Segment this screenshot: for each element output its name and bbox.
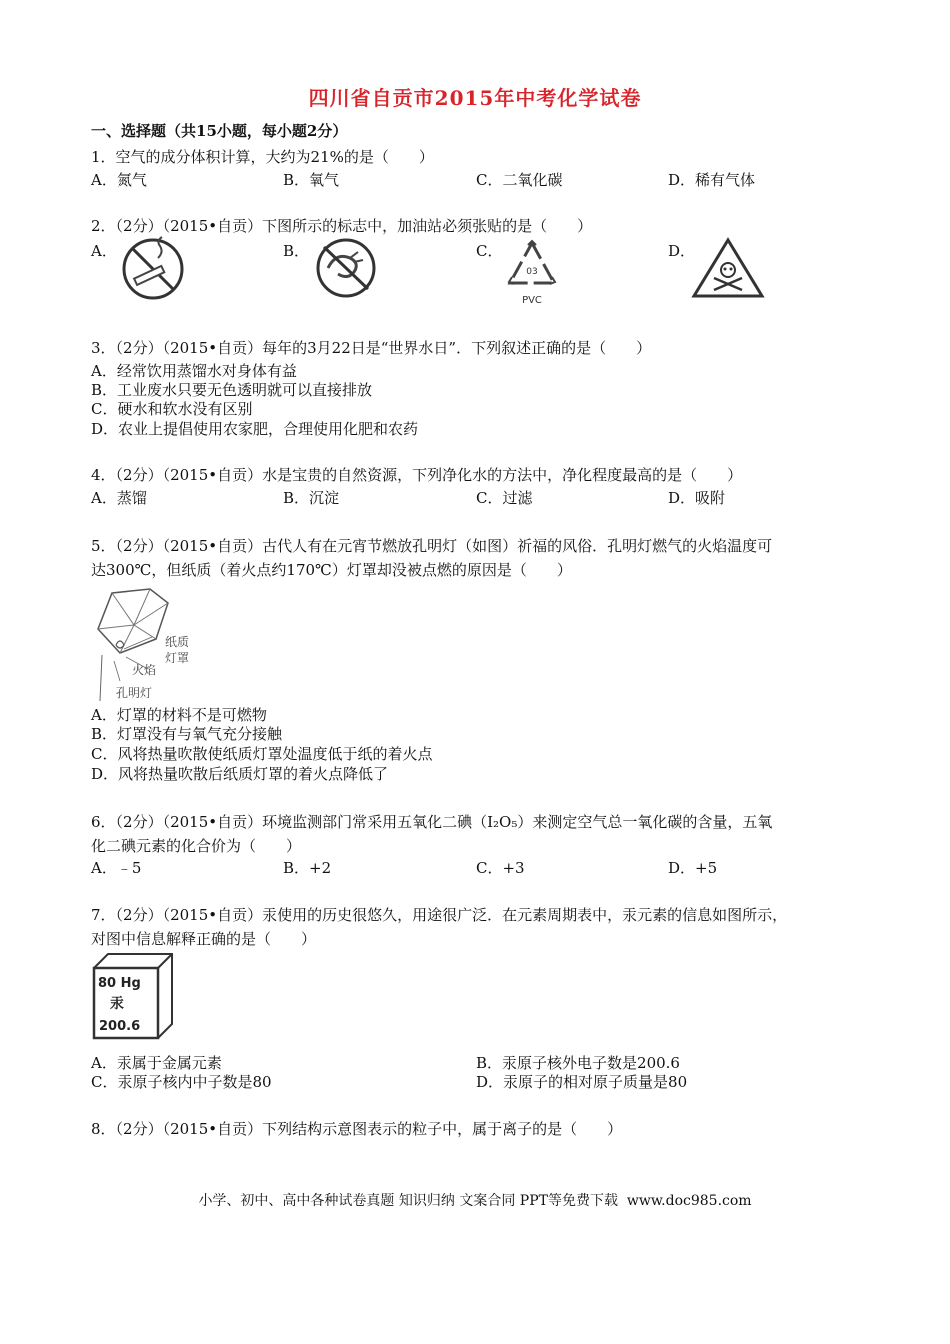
q6-option-a: A．﹣5 xyxy=(91,859,142,877)
q3-option-d: D．农业上提倡使用农家肥，合理使用化肥和农药 xyxy=(91,420,419,438)
q4-option-c: C．过滤 xyxy=(476,489,533,507)
q5-option-a: A．灯罩的材料不是可燃物 xyxy=(91,706,267,724)
q6-option-d: D．+5 xyxy=(668,859,718,877)
q5-fig-label-flame: 火焰 xyxy=(132,663,157,677)
q1-option-c: C．二氧化碳 xyxy=(476,171,563,189)
q6-option-c: C．+3 xyxy=(476,859,525,877)
q6-stem-line1: 6．（2分）（2015•自贡）环境监测部门常采用五氧化二碘（I₂O₅）来测定空气总一氧化碳的含量，五氧 xyxy=(91,813,773,831)
q7-option-d: D．汞原子的相对原子质量是80 xyxy=(476,1073,688,1091)
toxic-skull-sign-icon xyxy=(690,236,766,300)
q5-option-c: C．风将热量吹散使纸质灯罩处温度低于纸的着火点 xyxy=(91,745,433,763)
q1-option-b: B．氧气 xyxy=(283,171,340,189)
q5-option-d: D．风将热量吹散后纸质灯罩的着火点降低了 xyxy=(91,765,389,783)
q2-option-b: B． xyxy=(283,242,310,260)
q1-option-d: D．稀有气体 xyxy=(668,171,756,189)
q3-stem: 3．（2分）（2015•自贡）每年的3月22日是“世界水日”．下列叙述正确的是（ ） xyxy=(91,339,652,357)
footer-text: 小学、初中、高中各种试卷真题 知识归纳 文案合同 PPT等免费下载 xyxy=(198,1193,618,1209)
section-heading: 一、选择题（共15小题，每小题2分） xyxy=(91,122,348,140)
q5-fig-label-shade: 灯罩 xyxy=(165,651,190,665)
q7-option-c: C．汞原子核内中子数是80 xyxy=(91,1073,272,1091)
recycle-pvc-sign-icon xyxy=(502,237,562,313)
q5-option-b: B．灯罩没有与氧气充分接触 xyxy=(91,725,283,743)
q6-stem-line2: 化二碘元素的化合价为（ ） xyxy=(91,837,302,855)
no-smoking-sign-icon xyxy=(118,236,188,302)
q3-option-b: B．工业废水只要无色透明就可以直接排放 xyxy=(91,381,373,399)
q3-option-c: C．硬水和软水没有区别 xyxy=(91,400,253,418)
q8-stem: 8．（2分）（2015•自贡）下列结构示意图表示的粒子中，属于离子的是（ ） xyxy=(91,1120,623,1138)
q7-option-a: A．汞属于金属元素 xyxy=(91,1054,222,1072)
footer-link[interactable]: www.doc985.com xyxy=(626,1193,752,1209)
q6-option-b: B．+2 xyxy=(283,859,332,877)
element-number-symbol: 80 Hg xyxy=(98,976,141,991)
q7-option-b: B．汞原子核外电子数是200.6 xyxy=(476,1054,680,1072)
mercury-element-cell xyxy=(90,952,176,1042)
page-title: 四川省自贡市2015年中考化学试卷 xyxy=(308,86,642,110)
q5-stem-line2: 达300℃，但纸质（着火点约170℃）灯罩却没被点燃的原因是（ ） xyxy=(91,561,572,579)
q1-stem: 1．空气的成分体积计算，大约为21%的是（ ） xyxy=(91,148,434,166)
pvc-code: 03 xyxy=(526,267,538,277)
q2-option-a: A． xyxy=(91,242,117,260)
q5-fig-label-paper: 纸质 xyxy=(165,635,190,649)
q5-fig-label-lantern: 孔明灯 xyxy=(116,686,153,700)
q3-option-a: A．经常饮用蒸馏水对身体有益 xyxy=(91,362,297,380)
q4-option-b: B．沉淀 xyxy=(283,489,340,507)
q5-stem-line1: 5．（2分）（2015•自贡）古代人有在元宵节燃放孔明灯（如图）祈福的风俗．孔明灯燃气的火焰温度可 xyxy=(91,537,773,555)
q2-stem: 2．（2分）（2015•自贡）下图所示的标志中，加油站必须张贴的是（ ） xyxy=(91,217,593,235)
q7-stem-line2: 对图中信息解释正确的是（ ） xyxy=(91,930,317,948)
q4-option-d: D．吸附 xyxy=(668,489,726,507)
page-footer xyxy=(0,1190,950,1210)
q4-stem: 4．（2分）（2015•自贡）水是宝贵的自然资源，下列净化水的方法中，净化程度最高的是（ ） xyxy=(91,466,743,484)
element-mass: 200.6 xyxy=(99,1019,141,1034)
pvc-label: PVC xyxy=(522,295,542,306)
q4-option-a: A．蒸馏 xyxy=(91,489,147,507)
no-fireworks-sign-icon xyxy=(310,236,382,300)
q2-option-d: D． xyxy=(668,242,696,260)
q1-option-a: A．氮气 xyxy=(91,171,147,189)
q7-stem-line1: 7．（2分）（2015•自贡）汞使用的历史很悠久，用途很广泛．在元素周期表中，汞元素的信息如图所示， xyxy=(91,906,788,924)
element-name: 汞 xyxy=(110,996,124,1012)
q2-option-c: C． xyxy=(476,242,503,260)
